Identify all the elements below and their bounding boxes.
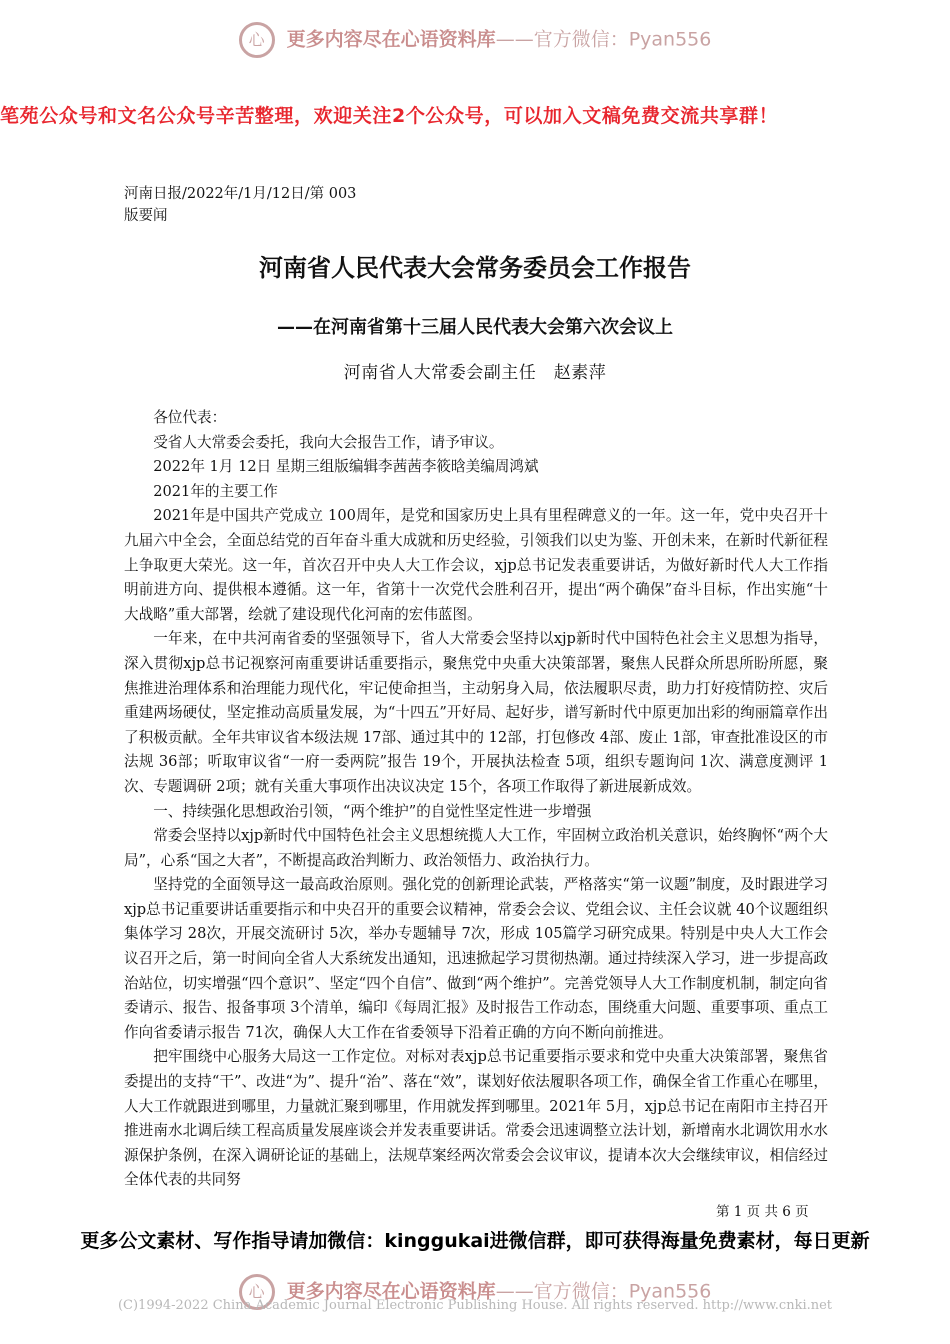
watermark-wechat-label: 官方微信： <box>533 1280 629 1303</box>
copyright-notice: (C)1994-2022 China Academic Journal Electronic Publishing House. All rights reserved. http://www.cnki.net <box>117 1298 833 1313</box>
section-heading: 一、持续强化思想政治引领，“两个维护”的自觉性坚定性进一步增强 <box>153 802 592 820</box>
paragraph: 2021年是中国共产党成立 100周年，是党和国家历史上具有里程碑意义的一年。这一年，党中央召开十九届六中全会，全面总结党的百年奋斗重大成就和历史经验，引领我们以史为鉴、开创未来，在新时代新征程上争取更大荣光。这一年，首次召开中央人大工作会议，xjp总书记发表重要讲话，为做好新时代人大工作指明前进方向、提供根本遵循。这一年，省第十一次党代会胜利召开，提出“两个确保”奋斗目标，作出实施“十大战略”重大部署，绘就了建设现代化河南的宏伟蓝图。 <box>124 507 828 623</box>
watermark-wechat-id: Pyan556 <box>628 28 712 51</box>
source-line-1: 河南日报/2022年/1月/12日/第 003 <box>124 186 357 202</box>
paragraph: 常委会坚持以xjp新时代中国特色社会主义思想统揽人大工作，牢固树立政治机关意识，始终胸怀“两个大局”，心系“国之大者”，不断提高政治判断力、政治领悟力、政治执行力。 <box>124 827 828 869</box>
footer-promo: 更多公文素材、写作指导请加微信：kinggukai进微信群，即可获得海量免费素材，每日更新 <box>80 1230 870 1252</box>
watermark-separator: —— <box>495 28 534 51</box>
paragraph: 把牢围绕中心服务大局这一工作定位。对标对表xjp总书记重要指示要求和党中央重大决策部署，聚焦省委提出的支持“干”、改进“为”、提升“治”、落在“效”，谋划好依法履职各项工作，确保全省工作重心在哪里，人大工作就跟进到哪里，力量就汇聚到哪里，作用就发挥到哪里。2021年 5月，xjp总书记在南阳市主持召开推进南水北调后续工程高质量发展座谈会并发表重要讲话。常委会迅速调整立法计划，新增南水北调饮用水水源保护条例，在深入调研论证的基础上，法规草案经两次常委会会议审议，提请本次大会继续审议，相信经过全体代表的共同努 <box>124 1048 828 1189</box>
promo-note: 笔苑公众号和文名公众号辛苦整理，欢迎关注2个公众号，可以加入文稿免费交流共享群！ <box>0 105 779 127</box>
watermark-brand: 更多内容尽在心语资料库 <box>286 1280 496 1303</box>
source-line-2: 版要闻 <box>124 208 168 224</box>
paragraph: 各位代表： <box>153 409 227 426</box>
document-subtitle: ——在河南省第十三届人民代表大会第六次会议上 <box>277 317 673 338</box>
page-number: 第 1 页 共 6 页 <box>716 1204 809 1220</box>
document-body <box>124 406 828 1193</box>
logo-icon: 心 <box>239 1274 275 1310</box>
paragraph: 一年来，在中共河南省委的坚强领导下，省人大常委会坚持以xjp新时代中国特色社会主义思想为指导，深入贯彻xjp总书记视察河南重要讲话重要指示，聚焦党中央重大决策部署，聚焦人民群众所思所盼所愿，聚焦推进治理体系和治理能力现代化，牢记使命担当，主动躬身入局，依法履职尽责，助力打好疫情防控、灾后重建两场硬仗，坚定推动高质量发展，为“十四五”开好局、起好步，谱写新时代中原更加出彩的绚丽篇章作出了积极贡献。全年共审议省本级法规 17部、通过其中的 12部，打包修改 4部、废止 1部，审查批准设区的市法规 36部；听取审议省“一府一委两院”报告 19个，开展执法检查 5项，组织专题询问 1次、满意度测评 1次、专题调研 2项；就有关重大事项作出决议决定 15个，各项工作取得了新进展新成效。 <box>124 630 828 795</box>
paragraph: 坚持党的全面领导这一最高政治原则。强化党的创新理论武装，严格落实“第一议题”制度，及时跟进学习xjp总书记重要讲话重要指示和中央召开的重要会议精神，常委会会议、党组会议、主任会议就 40个议题组织集体学习 28次，开展交流研讨 5次，举办专题辅导 7次，形成 105篇学习研究成果。特别是中央人大工作会议召开之后，第一时间向全省人大系统发出通知，迅速掀起学习贯彻热潮。通过持续深入学习，进一步提高政治站位，切实增强“四个意识”、坚定“四个自信”、做到“两个维护”。完善党领导人大工作制度机制，制定向省委请示、报告、报备事项 3个清单，编印《每周汇报》及时报告工作动态，围绕重大问题、重要事项、重点工作向省委请示报告 71次，确保人大工作在省委领导下沿着正确的方向不断向前推进。 <box>124 876 828 1041</box>
document-author: 河南省人大常委会副主任 赵素萍 <box>343 363 607 383</box>
paragraph: 受省人大常委会委托，我向大会报告工作，请予审议。 <box>153 433 504 451</box>
watermark-wechat-id: Pyan556 <box>628 1280 712 1303</box>
logo-icon: 心 <box>239 22 275 58</box>
document-title: 河南省人民代表大会常务委员会工作报告 <box>259 254 691 282</box>
source-line <box>124 183 424 227</box>
top-watermark-banner <box>0 22 950 58</box>
watermark-wechat-label: 官方微信： <box>533 28 629 51</box>
watermark-separator: —— <box>495 1280 534 1303</box>
paragraph: 2022年 1月 12日 星期三组版编辑李茜茜李筱晗美编周鸿斌 <box>153 458 539 476</box>
section-heading: 2021年的主要工作 <box>153 482 278 500</box>
watermark-brand: 更多内容尽在心语资料库 <box>286 28 496 51</box>
